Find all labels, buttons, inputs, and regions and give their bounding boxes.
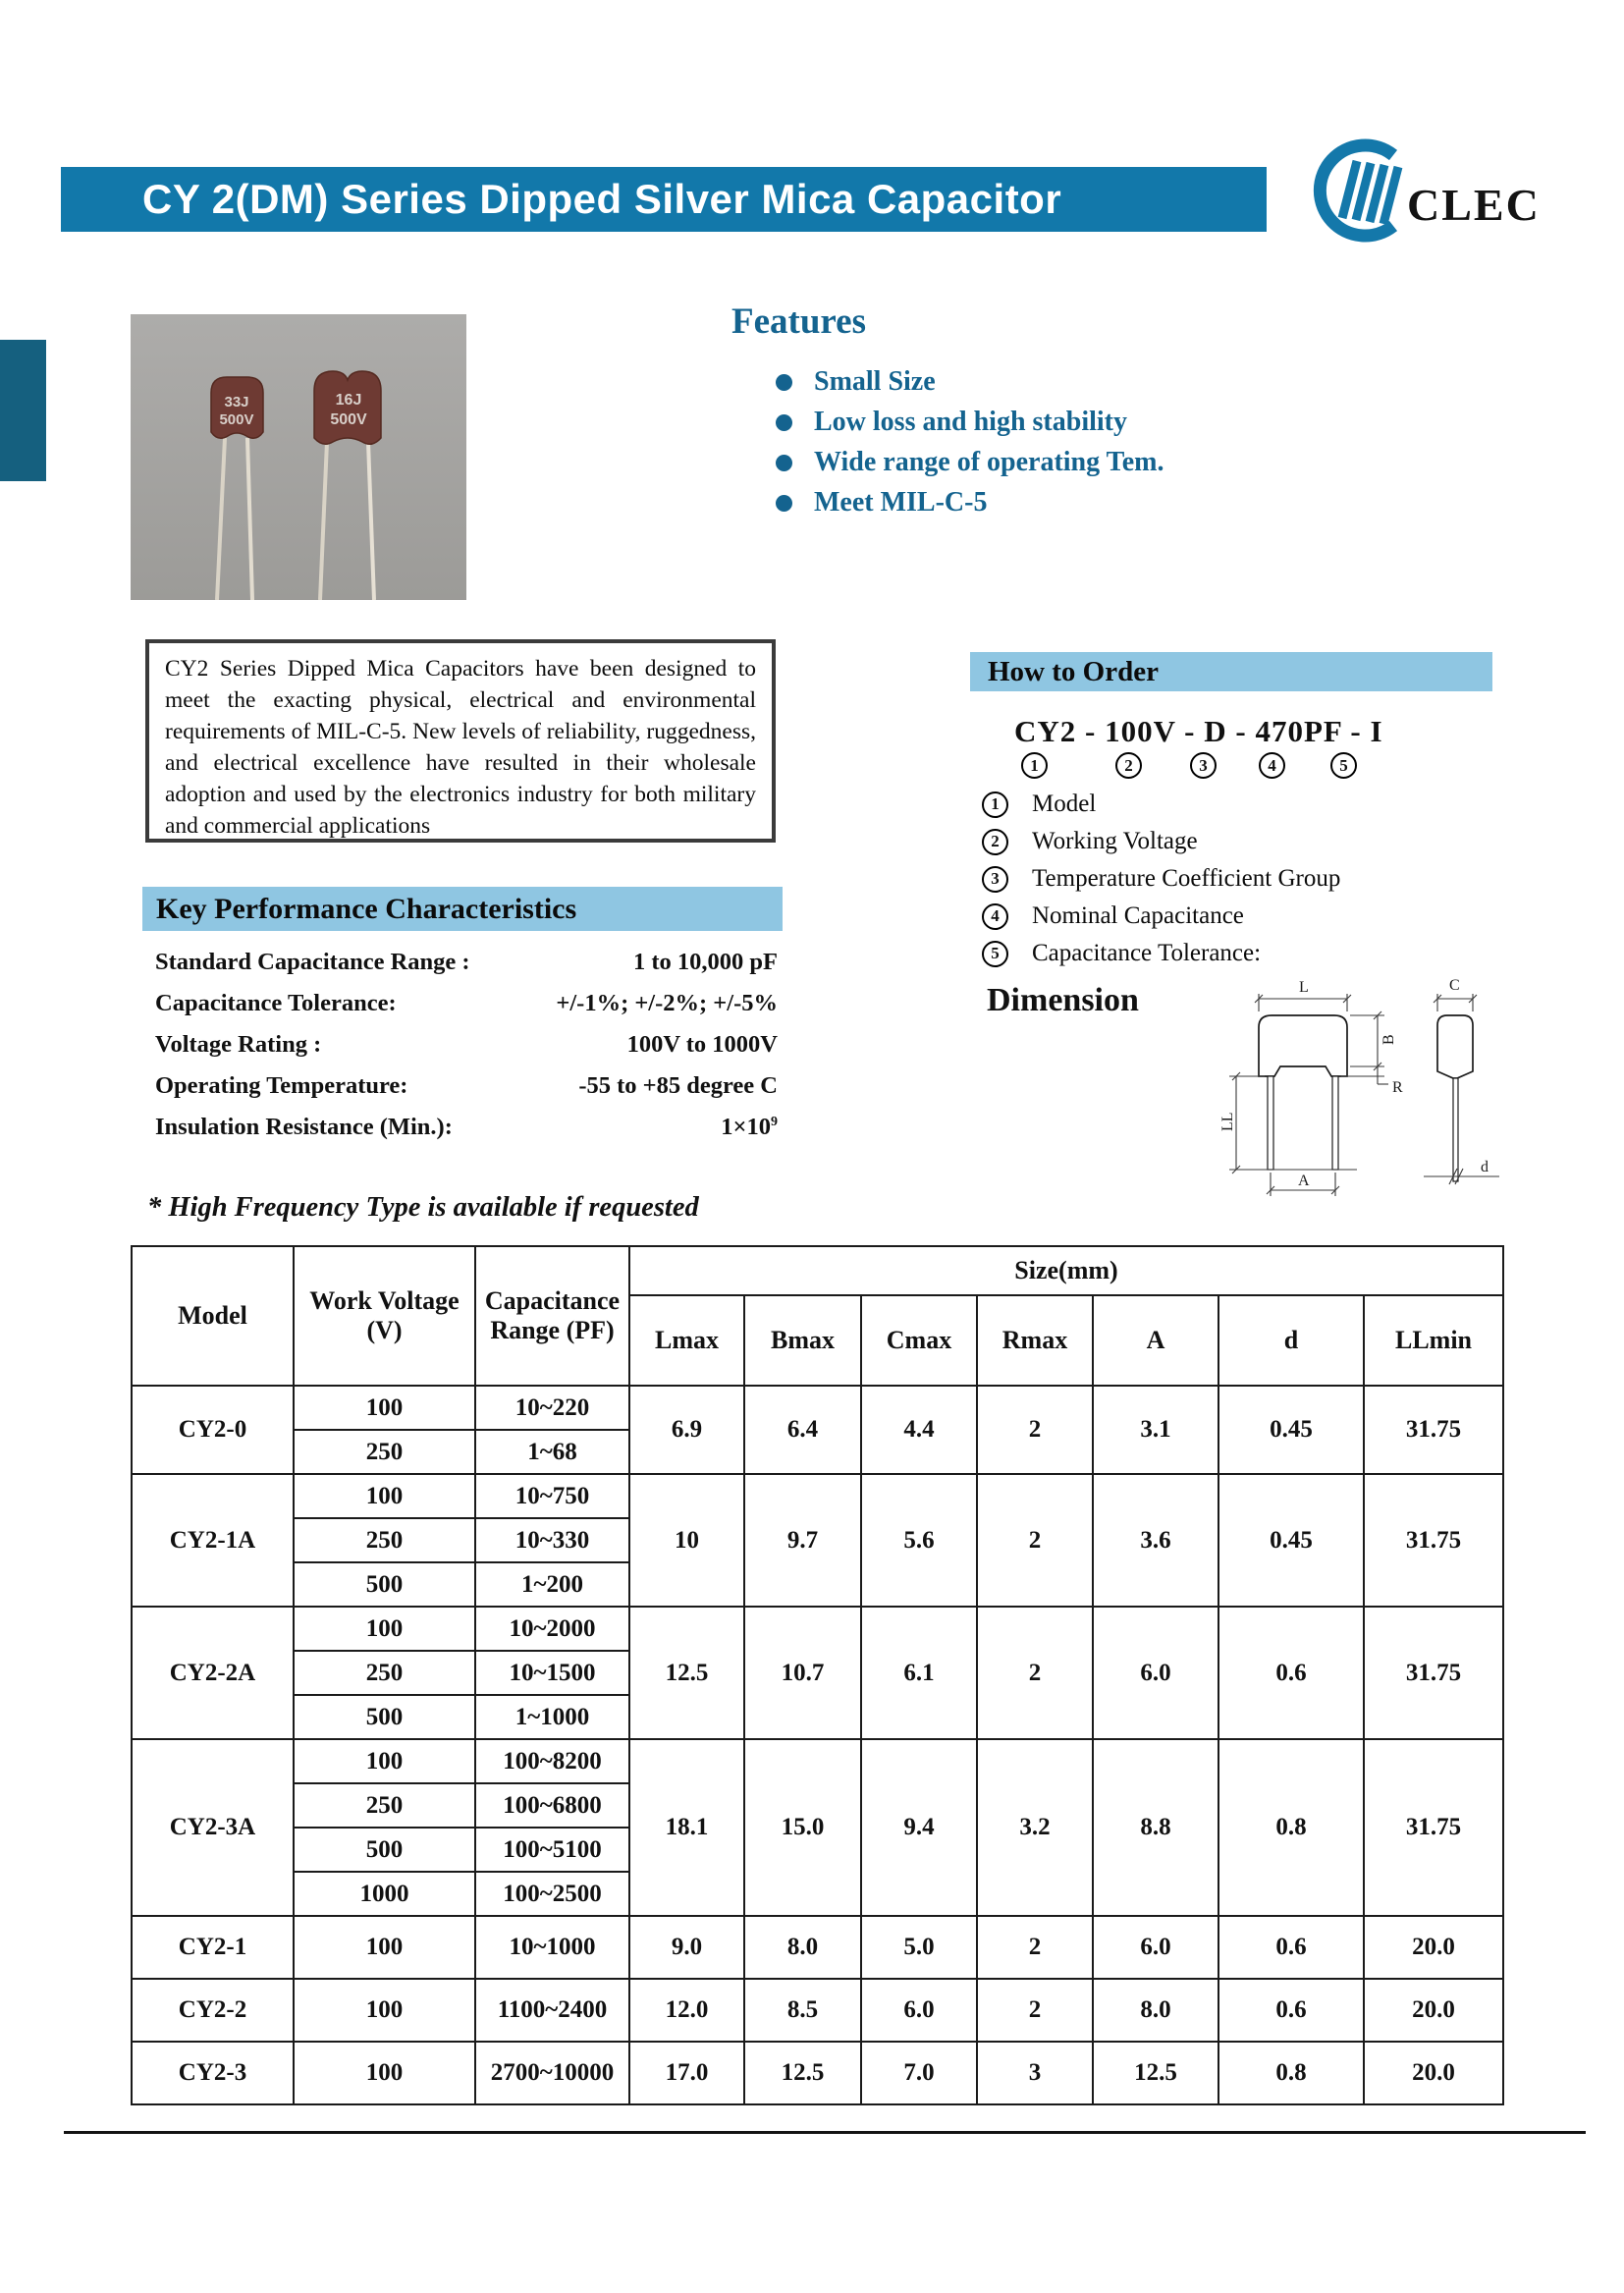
- kpc-value: -55 to +85 degree C: [578, 1072, 778, 1099]
- dimension-labels: [1219, 977, 1489, 1189]
- logo-text: CLEC: [1407, 180, 1541, 230]
- circled-number-icon: 4: [982, 903, 1008, 930]
- voltage-cell: 500: [294, 1695, 475, 1739]
- size-cell: 31.75: [1364, 1607, 1503, 1739]
- legend-label: Capacitance Tolerance:: [1032, 940, 1262, 966]
- dimension-heading: Dimension: [987, 982, 1139, 1018]
- col-header-a: A: [1093, 1295, 1218, 1386]
- size-cell: 20.0: [1364, 1916, 1503, 1979]
- kpc-label: Capacitance Tolerance:: [155, 990, 397, 1016]
- title-bar: [61, 167, 1267, 232]
- size-cell: 0.6: [1218, 1979, 1364, 2042]
- bullet-icon: [776, 495, 792, 512]
- dim-label-A: A: [1298, 1173, 1310, 1189]
- list-item: [982, 902, 1512, 930]
- voltage-cell: 1000: [294, 1872, 475, 1916]
- size-cell: 0.6: [1218, 1607, 1364, 1739]
- voltage-cell: 100: [294, 1739, 475, 1783]
- kpc-value: 1 to 10,000 pF: [633, 949, 778, 975]
- list-item: [155, 990, 778, 1017]
- size-cell: 17.0: [629, 2042, 744, 2104]
- list-item: [776, 366, 1340, 398]
- col-header-range: Capacitance Range (PF): [475, 1246, 629, 1386]
- size-cell: 5.6: [861, 1474, 977, 1607]
- size-cell: 18.1: [629, 1739, 744, 1916]
- order-code: CY2 - 100V - D - 470PF - I: [1014, 714, 1383, 748]
- size-cell: 9.7: [744, 1474, 861, 1607]
- how-to-order-heading: How to Order: [988, 655, 1159, 687]
- legend-label: Nominal Capacitance: [1032, 902, 1244, 929]
- order-code-marker-1: 1: [1021, 752, 1048, 779]
- list-item: [155, 1072, 778, 1100]
- page-title: CY 2(DM) Series Dipped Silver Mica Capacitor: [142, 176, 1062, 222]
- voltage-cell: 500: [294, 1828, 475, 1872]
- voltage-cell: 250: [294, 1430, 475, 1474]
- table-row: [132, 2042, 1503, 2104]
- size-cell: 2: [977, 1916, 1093, 1979]
- dimension-lines: [1229, 994, 1499, 1196]
- circled-number-icon: 5: [982, 941, 1008, 967]
- voltage-cell: 100: [294, 1979, 475, 2042]
- how-to-order-band: [970, 652, 1492, 691]
- kpc-label: Voltage Rating :: [155, 1031, 322, 1058]
- model-cell: CY2-3: [132, 2042, 294, 2104]
- voltage-cell: 250: [294, 1783, 475, 1828]
- size-cell: 3.1: [1093, 1386, 1218, 1474]
- key-performance-band: [142, 887, 783, 931]
- range-cell: 100~5100: [475, 1828, 629, 1872]
- list-item: [155, 1114, 778, 1141]
- size-table: [131, 1245, 1504, 2105]
- order-code-marker-2: 2: [1115, 752, 1142, 779]
- voltage-cell: 250: [294, 1651, 475, 1695]
- size-cell: 6.0: [1093, 1916, 1218, 1979]
- voltage-cell: 500: [294, 1562, 475, 1607]
- list-item: [982, 828, 1512, 855]
- size-cell: 9.4: [861, 1739, 977, 1916]
- key-performance-heading: Key Performance Characteristics: [156, 892, 577, 925]
- range-cell: 10~2000: [475, 1607, 629, 1651]
- model-cell: CY2-2A: [132, 1607, 294, 1739]
- dimension-diagram: [1190, 968, 1514, 1214]
- size-cell: 10: [629, 1474, 744, 1607]
- range-cell: 100~2500: [475, 1872, 629, 1916]
- voltage-cell: 250: [294, 1518, 475, 1562]
- col-header-model: Model: [132, 1246, 294, 1386]
- size-cell: 12.5: [1093, 2042, 1218, 2104]
- key-performance-list: [155, 949, 778, 1155]
- size-cell: 2: [977, 1979, 1093, 2042]
- legend-label: Temperature Coefficient Group: [1032, 865, 1341, 892]
- voltage-cell: 100: [294, 1607, 475, 1651]
- kpc-label: Insulation Resistance (Min.):: [155, 1114, 453, 1140]
- dim-label-R: R: [1392, 1079, 1403, 1096]
- feature-text: Meet MIL-C-5: [814, 487, 988, 518]
- size-cell: 6.4: [744, 1386, 861, 1474]
- list-item: [776, 487, 1340, 519]
- col-header-llmin: LLmin: [1364, 1295, 1503, 1386]
- size-cell: 4.4: [861, 1386, 977, 1474]
- table-header-row: [132, 1246, 1503, 1295]
- size-cell: 6.0: [861, 1979, 977, 2042]
- feature-text: Wide range of operating Tem.: [814, 447, 1164, 477]
- size-table-body: [132, 1386, 1503, 2104]
- list-item: [776, 447, 1340, 478]
- order-code-marker-5: 5: [1330, 752, 1357, 779]
- bullet-icon: [776, 455, 792, 471]
- size-cell: 9.0: [629, 1916, 744, 1979]
- kpc-value: 100V to 1000V: [626, 1031, 778, 1058]
- range-cell: 10~1000: [475, 1916, 629, 1979]
- size-cell: 15.0: [744, 1739, 861, 1916]
- legend-label: Model: [1032, 791, 1097, 817]
- voltage-cell: 100: [294, 1386, 475, 1430]
- order-legend: [982, 791, 1512, 977]
- size-cell: 12.0: [629, 1979, 744, 2042]
- table-row: [132, 1607, 1503, 1651]
- logo-stripes-icon: [1342, 161, 1398, 224]
- features-heading: Features: [731, 301, 866, 342]
- kpc-label: Standard Capacitance Range :: [155, 949, 470, 975]
- dim-label-C: C: [1449, 977, 1460, 994]
- size-cell: 2: [977, 1474, 1093, 1607]
- clec-logo: [1291, 122, 1546, 264]
- features-list: [731, 366, 1340, 519]
- size-cell: 0.8: [1218, 1739, 1364, 1916]
- size-cell: 6.0: [1093, 1607, 1218, 1739]
- bullet-icon: [776, 414, 792, 431]
- range-cell: 1~200: [475, 1562, 629, 1607]
- size-cell: 8.8: [1093, 1739, 1218, 1916]
- high-frequency-note: * High Frequency Type is available if requested: [147, 1192, 699, 1223]
- size-cell: 0.6: [1218, 1916, 1364, 1979]
- side-tab: [0, 340, 46, 481]
- size-cell: 3.2: [977, 1739, 1093, 1916]
- range-cell: 1~1000: [475, 1695, 629, 1739]
- size-table-wrap: [131, 1245, 1502, 2105]
- list-item: [982, 865, 1512, 893]
- list-item: [982, 940, 1512, 967]
- size-cell: 10.7: [744, 1607, 861, 1739]
- range-cell: 100~6800: [475, 1783, 629, 1828]
- capacitor-left-marking-1: 33J: [224, 394, 249, 410]
- description-box: [145, 639, 776, 843]
- range-cell: 10~220: [475, 1386, 629, 1430]
- kpc-value: +/-1%; +/-2%; +/-5%: [556, 990, 778, 1016]
- table-row: [132, 1739, 1503, 1783]
- col-header-rmax: Rmax: [977, 1295, 1093, 1386]
- size-cell: 0.45: [1218, 1386, 1364, 1474]
- size-cell: 2: [977, 1607, 1093, 1739]
- col-header-cmax: Cmax: [861, 1295, 977, 1386]
- col-header-lmax: Lmax: [629, 1295, 744, 1386]
- product-photo: [131, 314, 466, 600]
- capacitor-right-marking-2: 500V: [330, 411, 367, 428]
- size-cell: 31.75: [1364, 1739, 1503, 1916]
- list-item: [776, 407, 1340, 438]
- size-cell: 20.0: [1364, 2042, 1503, 2104]
- voltage-cell: 100: [294, 2042, 475, 2104]
- description-text: CY2 Series Dipped Mica Capacitors have been designed to meet the exacting physical, electrical and environmental requirements of MIL-C-5. New levels of reliability, ruggedness, and electrical excellence have resulted in their wholesale adoption and used by the electronics industry for both military and commercial applications: [165, 656, 756, 839]
- size-cell: 31.75: [1364, 1386, 1503, 1474]
- size-cell: 8.5: [744, 1979, 861, 2042]
- capacitor-right-marking-1: 16J: [335, 392, 362, 409]
- model-cell: CY2-3A: [132, 1739, 294, 1916]
- photo-background: [131, 314, 466, 600]
- range-cell: 10~1500: [475, 1651, 629, 1695]
- list-item: [982, 791, 1512, 818]
- col-header-bmax: Bmax: [744, 1295, 861, 1386]
- range-cell: 1100~2400: [475, 1979, 629, 2042]
- bullet-icon: [776, 374, 792, 391]
- capacitor-left-marking-2: 500V: [219, 411, 254, 428]
- range-cell: 100~8200: [475, 1739, 629, 1783]
- size-cell: 12.5: [629, 1607, 744, 1739]
- dim-label-L: L: [1299, 979, 1309, 996]
- dim-label-B: B: [1380, 1034, 1397, 1045]
- size-cell: 12.5: [744, 2042, 861, 2104]
- order-code-marker-4: 4: [1259, 752, 1285, 779]
- range-cell: 1~68: [475, 1430, 629, 1474]
- circled-number-icon: 3: [982, 866, 1008, 893]
- size-cell: 7.0: [861, 2042, 977, 2104]
- table-row: [132, 1916, 1503, 1979]
- model-cell: CY2-2: [132, 1979, 294, 2042]
- size-cell: 8.0: [744, 1916, 861, 1979]
- col-header-size-group: Size(mm): [629, 1246, 1503, 1295]
- list-item: [155, 1031, 778, 1059]
- size-cell: 6.1: [861, 1607, 977, 1739]
- voltage-cell: 100: [294, 1916, 475, 1979]
- size-cell: 31.75: [1364, 1474, 1503, 1607]
- range-cell: 10~750: [475, 1474, 629, 1518]
- range-cell: 10~330: [475, 1518, 629, 1562]
- circled-number-icon: 1: [982, 792, 1008, 818]
- size-cell: 3: [977, 2042, 1093, 2104]
- table-row: [132, 1474, 1503, 1518]
- voltage-cell: 100: [294, 1474, 475, 1518]
- kpc-value: $1\times 10^9$: [721, 1114, 778, 1140]
- size-cell: 0.8: [1218, 2042, 1364, 2104]
- table-row: [132, 1386, 1503, 1430]
- size-cell: 6.9: [629, 1386, 744, 1474]
- model-cell: CY2-1A: [132, 1474, 294, 1607]
- model-cell: CY2-1: [132, 1916, 294, 1979]
- size-cell: 8.0: [1093, 1979, 1218, 2042]
- size-cell: 3.6: [1093, 1474, 1218, 1607]
- bottom-rule: [64, 2131, 1586, 2134]
- order-code-marker-3: 3: [1190, 752, 1217, 779]
- size-cell: 0.45: [1218, 1474, 1364, 1607]
- feature-text: Small Size: [814, 366, 936, 397]
- circled-number-icon: 2: [982, 829, 1008, 855]
- dim-label-LL: LL: [1219, 1112, 1236, 1131]
- size-cell: 2: [977, 1386, 1093, 1474]
- list-item: [155, 949, 778, 976]
- legend-label: Working Voltage: [1032, 828, 1198, 854]
- kpc-label: Operating Temperature:: [155, 1072, 408, 1099]
- dim-label-d: d: [1481, 1159, 1489, 1175]
- model-cell: CY2-0: [132, 1386, 294, 1474]
- features-section: [731, 300, 1340, 527]
- size-cell: 20.0: [1364, 1979, 1503, 2042]
- col-header-voltage: Work Voltage (V): [294, 1246, 475, 1386]
- feature-text: Low loss and high stability: [814, 407, 1127, 437]
- range-cell: 2700~10000: [475, 2042, 629, 2104]
- col-header-d: d: [1218, 1295, 1364, 1386]
- size-cell: 5.0: [861, 1916, 977, 1979]
- table-row: [132, 1979, 1503, 2042]
